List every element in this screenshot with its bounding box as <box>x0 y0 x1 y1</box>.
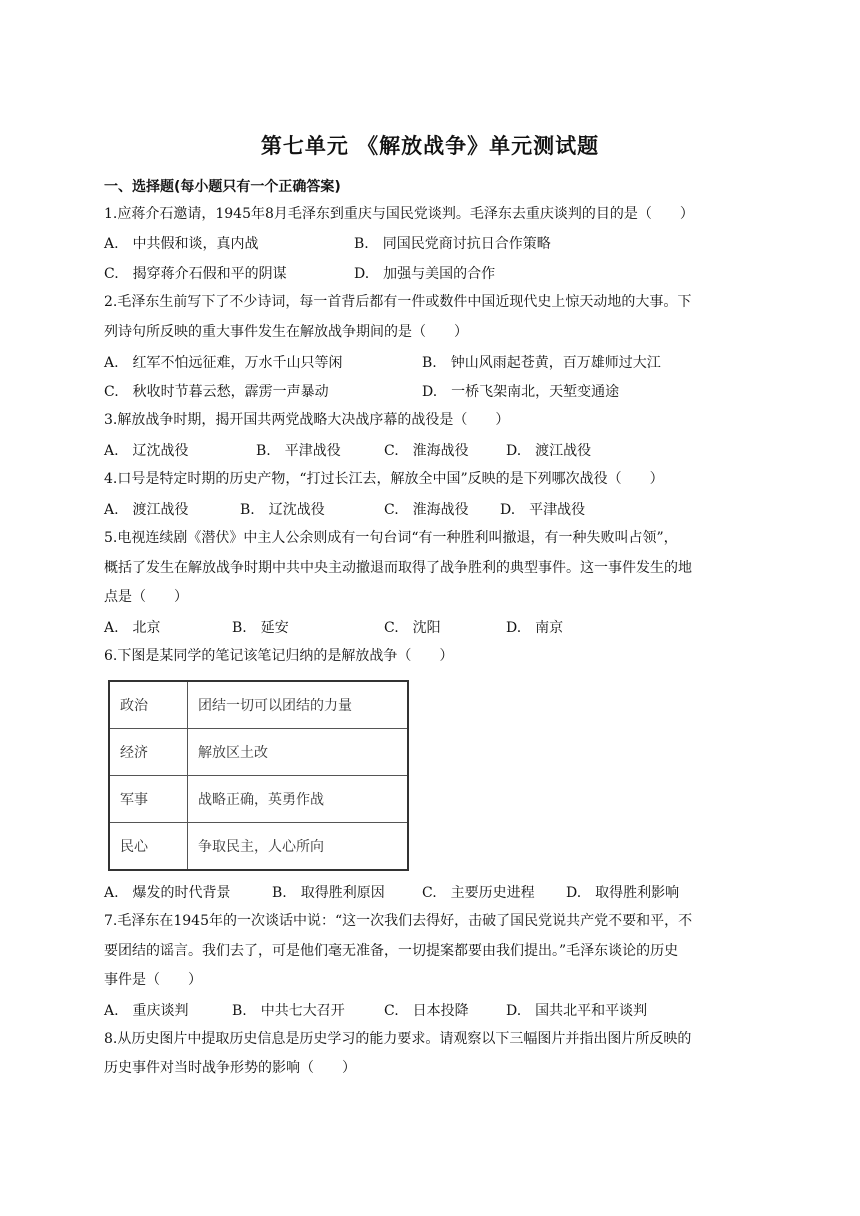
question-3-option-c: C. 淮海战役 <box>384 443 469 459</box>
table-cell: 解放区土改 <box>188 729 409 776</box>
question-7-stem-line-2: 要团结的谣言。我们去了，可是他们毫无准备，一切提案都要由我们提出。”毛泽东谈论的历史 <box>104 943 679 959</box>
question-4-stem: 4.口号是特定时期的历史产物，“打过长江去，解放全中国”反映的是下列哪次战役（ ） <box>104 471 664 487</box>
question-1-stem: 1.应蒋介石邀请，1945年8月毛泽东到重庆与国民党谈判。毛泽东去重庆谈判的目的是（ ） <box>104 206 694 222</box>
question-6-option-d: D. 取得胜利影响 <box>566 885 680 901</box>
table-cell: 军事 <box>109 776 188 823</box>
question-4-option-a: A. 渡江战役 <box>104 502 189 518</box>
table-row <box>109 729 408 776</box>
table-cell: 政治 <box>109 681 188 729</box>
question-7-option-c: C. 日本投降 <box>384 1003 469 1019</box>
question-5-stem-line-3: 点是（ ） <box>104 589 188 605</box>
question-7-option-a: A. 重庆谈判 <box>104 1003 189 1019</box>
question-7-option-d: D. 国共北平和平谈判 <box>506 1003 648 1019</box>
question-5-option-d: D. 南京 <box>506 620 564 636</box>
question-5-option-b: B. 延安 <box>232 620 289 636</box>
question-2-stem-line-1: 2.毛泽东生前写下了不少诗词，每一首背后都有一件或数件中国近现代史上惊天动地的大事。下 <box>104 294 692 310</box>
question-5-stem-line-1: 5.电视连续剧《潜伏》中主人公余则成有一句台词“有一种胜利叫撤退，有一种失败叫占领”， <box>104 530 678 546</box>
table-cell: 团结一切可以团结的力量 <box>188 681 409 729</box>
section-heading: 一、选择题(每小题只有一个正确答案) <box>104 179 341 195</box>
question-3-option-d: D. 渡江战役 <box>506 443 592 459</box>
table-cell: 民心 <box>109 823 188 871</box>
question-3-option-b: B. 平津战役 <box>256 443 341 459</box>
question-8-stem-line-2: 历史事件对当时战争形势的影响（ ） <box>104 1060 356 1076</box>
page-title: 第七单元 《解放战争》单元测试题 <box>260 134 600 158</box>
question-2-option-a: A. 红军不怕远征难，万水千山只等闲 <box>104 355 343 371</box>
question-5-stem-line-2: 概括了发生在解放战争时期中共中央主动撤退而取得了战争胜利的典型事件。这一事件发生的地 <box>104 560 692 576</box>
question-6-stem: 6.下图是某同学的笔记该笔记归纳的是解放战争（ ） <box>104 648 454 664</box>
question-1-option-a: A. 中共假和谈，真内战 <box>104 236 259 252</box>
question-4-option-c: C. 淮海战役 <box>384 502 469 518</box>
question-2-option-b: B. 钟山风雨起苍黄，百万雄师过大江 <box>422 355 661 371</box>
question-4-option-b: B. 辽沈战役 <box>240 502 325 518</box>
table-cell: 争取民主，人心所向 <box>188 823 409 871</box>
table-row <box>109 776 408 823</box>
table-row <box>109 823 408 871</box>
question-1-option-b: B. 同国民党商讨抗日合作策略 <box>354 236 551 252</box>
table-cell: 经济 <box>109 729 188 776</box>
notes-table <box>108 680 409 871</box>
question-1-option-c: C. 揭穿蒋介石假和平的阴谋 <box>104 266 287 282</box>
table-row <box>109 681 408 729</box>
question-8-stem-line-1: 8.从历史图片中提取历史信息是历史学习的能力要求。请观察以下三幅图片并指出图片所反映的 <box>104 1031 692 1047</box>
question-3-option-a: A. 辽沈战役 <box>104 443 189 459</box>
question-6-option-c: C. 主要历史进程 <box>422 885 535 901</box>
question-2-stem-line-2: 列诗句所反映的重大事件发生在解放战争期间的是（ ） <box>104 324 468 340</box>
question-6-option-b: B. 取得胜利原因 <box>272 885 385 901</box>
question-7-option-b: B. 中共七大召开 <box>232 1003 345 1019</box>
question-4-option-d: D. 平津战役 <box>500 502 586 518</box>
question-5-option-c: C. 沈阳 <box>384 620 441 636</box>
question-5-option-a: A. 北京 <box>104 620 161 636</box>
table-cell: 战略正确，英勇作战 <box>188 776 409 823</box>
question-7-stem-line-3: 事件是（ ） <box>104 972 202 988</box>
question-2-option-c: C. 秋收时节暮云愁，霹雳一声暴动 <box>104 384 329 400</box>
question-3-stem: 3.解放战争时期，揭开国共两党战略大决战序幕的战役是（ ） <box>104 412 510 428</box>
question-7-stem-line-1: 7.毛泽东在1945年的一次谈话中说：“这一次我们去得好，击破了国民党说共产党不要和平，不 <box>104 913 693 929</box>
question-2-option-d: D. 一桥飞架南北，天堑变通途 <box>422 384 620 400</box>
question-1-option-d: D. 加强与美国的合作 <box>354 266 496 282</box>
question-6-option-a: A. 爆发的时代背景 <box>104 885 231 901</box>
